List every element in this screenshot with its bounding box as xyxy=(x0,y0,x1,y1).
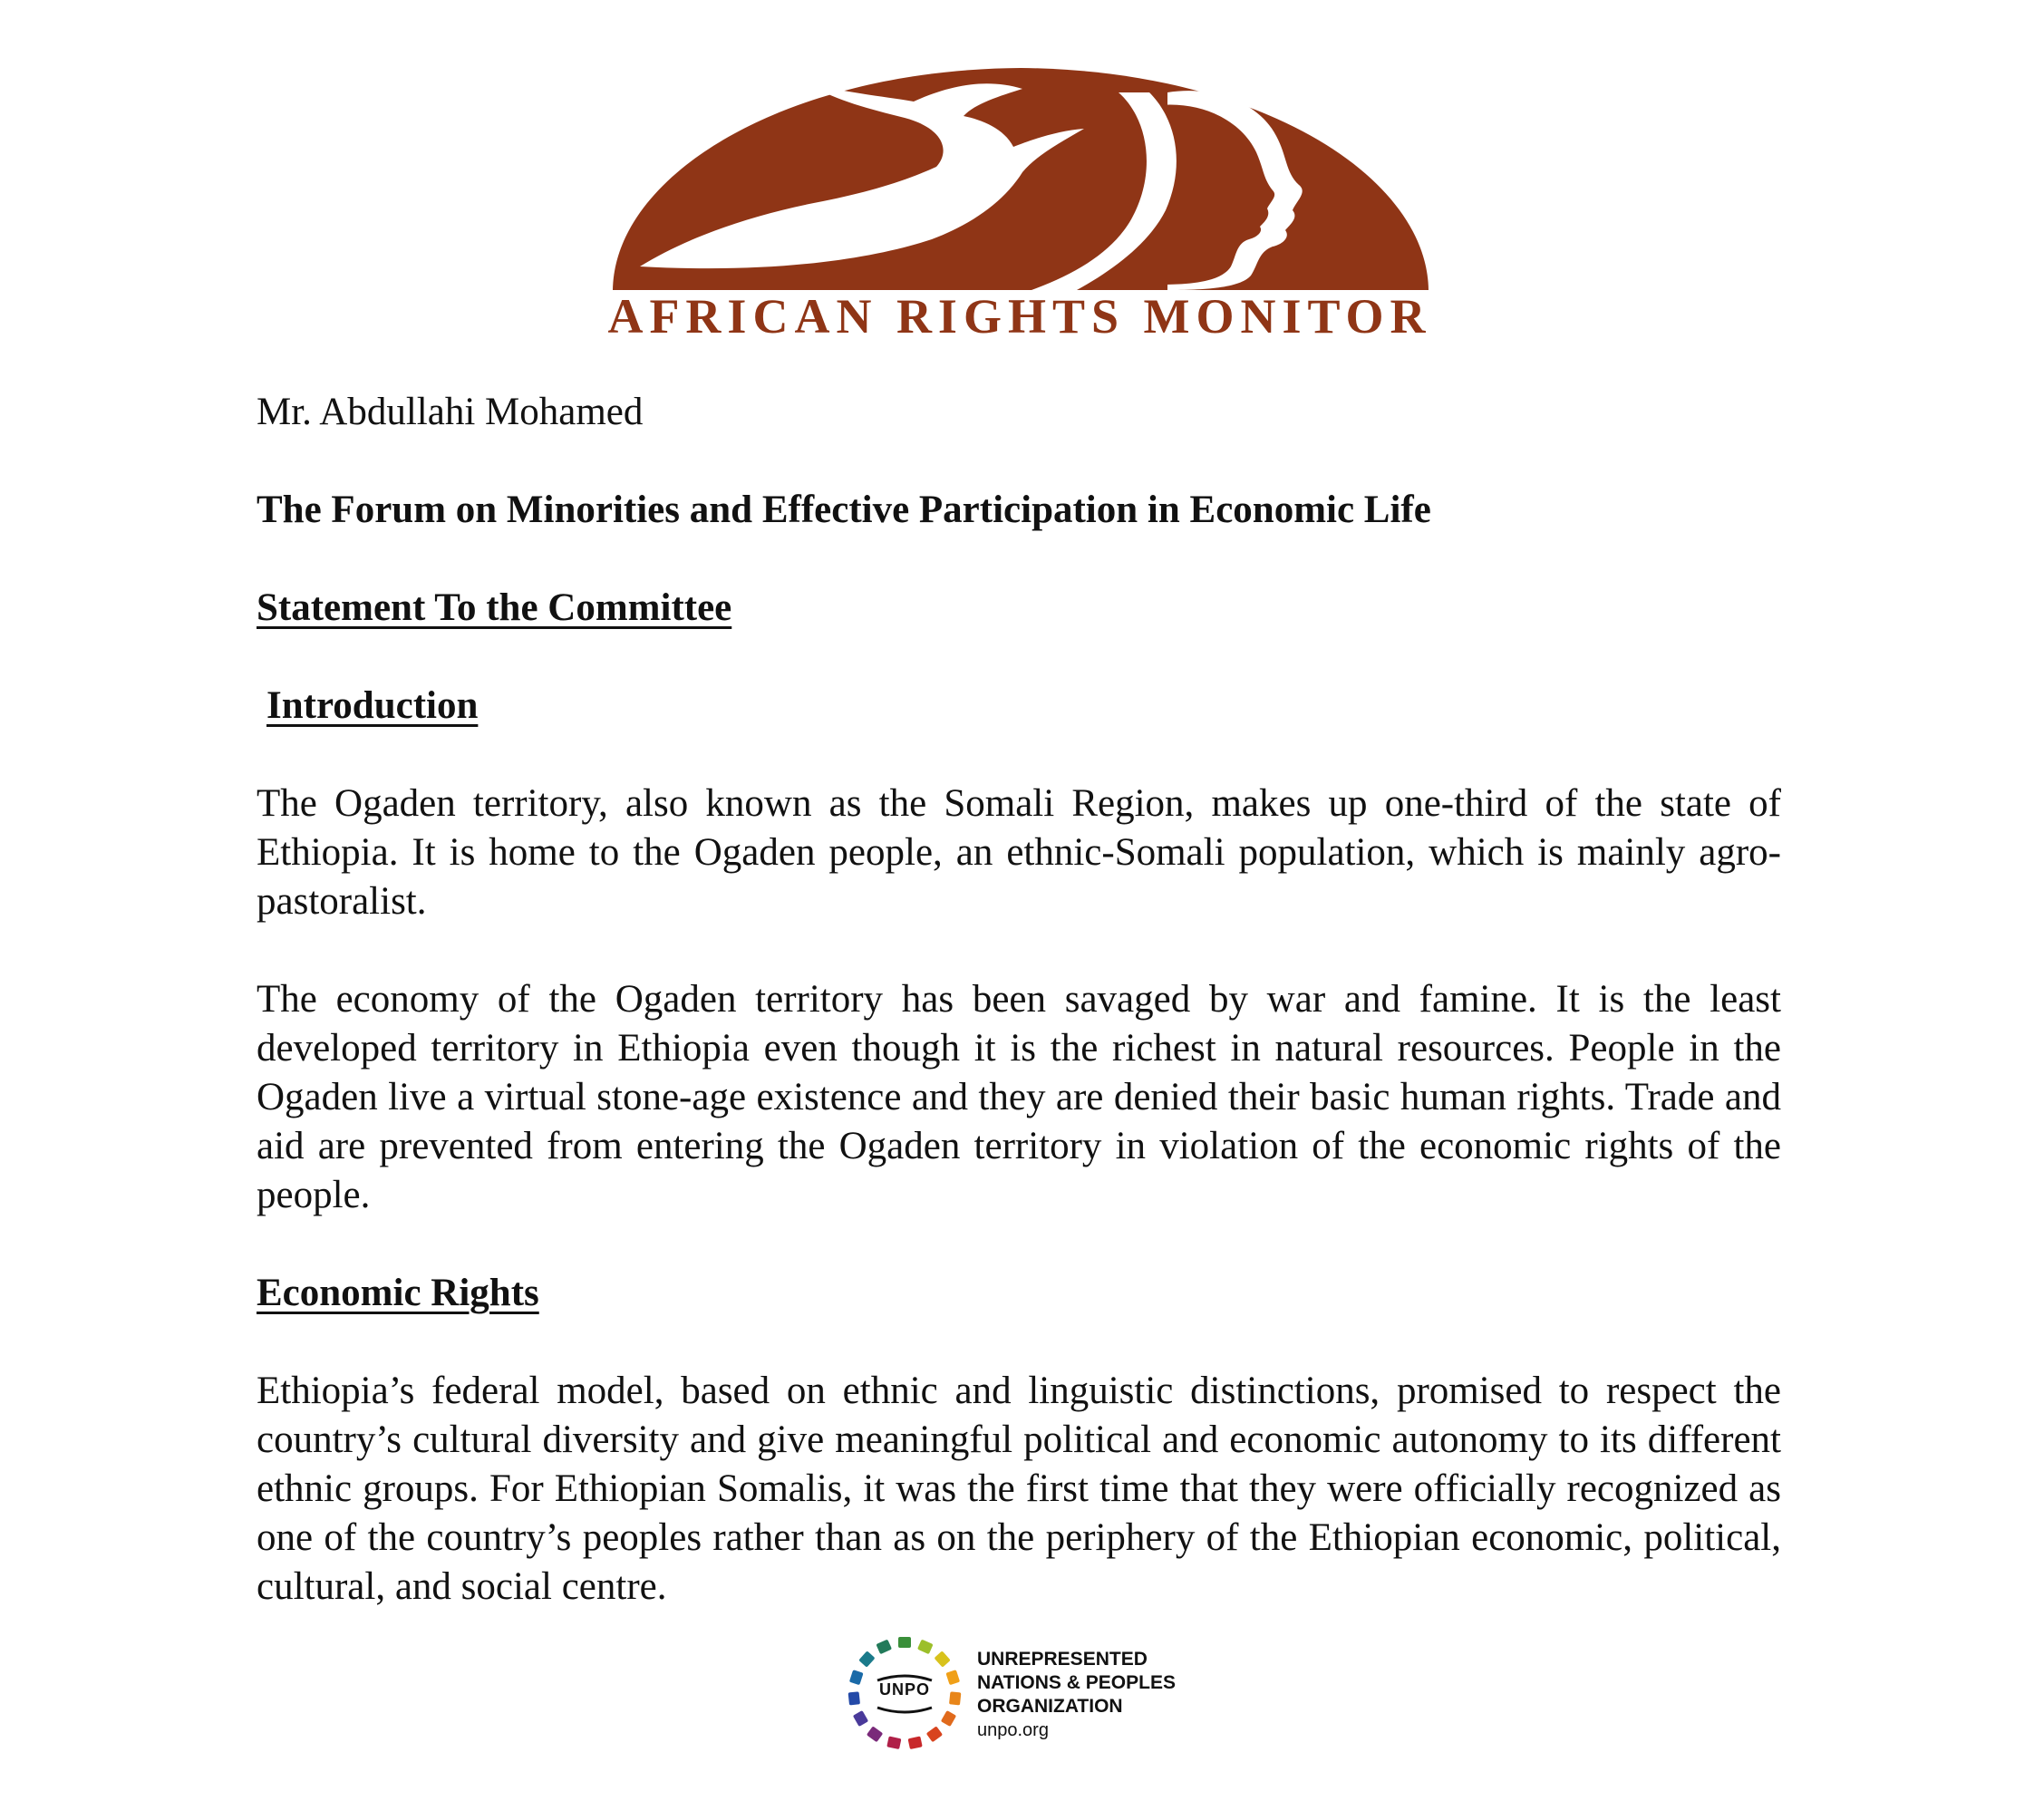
arm-emblem-icon xyxy=(479,65,1561,292)
economic-rights-heading xyxy=(257,1269,1781,1318)
african-rights-monitor-logo xyxy=(479,65,1561,346)
statement-heading xyxy=(257,584,1781,633)
economic-paragraph-1: Ethiopia’s federal model, based on ethnic and linguistic distinctions, promised to respect the country’s cultural diversity and give meaningful political and economic autonomy to its different ethnic groups. For Ethiopian Somalis, it was the first time that they were officially recognized as one of the country’s peoples rather than as on the periphery of the Ethiopian economic, political, cultural, and social centre. xyxy=(257,1370,1781,1608)
introduction-heading xyxy=(266,682,1791,731)
intro-paragraph-1: The Ogaden territory, also known as the Somali Region, makes up one-third of the state of Ethiopia. It is home to the Ogaden people, an ethnic-Somali population, which is mainly agro-pastoralist. xyxy=(257,782,1781,923)
unpo-name xyxy=(977,1648,1176,1742)
statement-heading-text: Statement To the Committee xyxy=(257,586,732,629)
introduction-heading-text: Introduction xyxy=(266,684,479,727)
unpo-name-line-3: ORGANIZATION xyxy=(977,1696,1123,1717)
unpo-logo xyxy=(843,1631,1224,1758)
economic-rights-heading-text: Economic Rights xyxy=(257,1272,539,1314)
forum-title: The Forum on Minorities and Effective Participation in Economic Life xyxy=(257,489,1431,531)
intro-paragraph-2: The economy of the Ogaden territory has been savaged by war and famine. It is the least developed territory in Ethiopia even though it is the richest in natural resources. People in the Ogaden live a virtual stone-age existence and they are denied their basic human rights. Trade and aid are prevented from entering the Ogaden territory in violation of the economic rights of the people. xyxy=(257,978,1781,1216)
unpo-url: unpo.org xyxy=(977,1720,1049,1740)
unpo-name-line-2: NATIONS & PEOPLES xyxy=(977,1672,1176,1693)
arm-wordmark: AFRICAN RIGHTS MONITOR xyxy=(607,289,1432,344)
unpo-name-line-1: UNREPRESENTED xyxy=(977,1649,1148,1670)
author-name: Mr. Abdullahi Mohamed xyxy=(257,391,644,433)
unpo-acronym: UNPO xyxy=(878,1680,930,1699)
